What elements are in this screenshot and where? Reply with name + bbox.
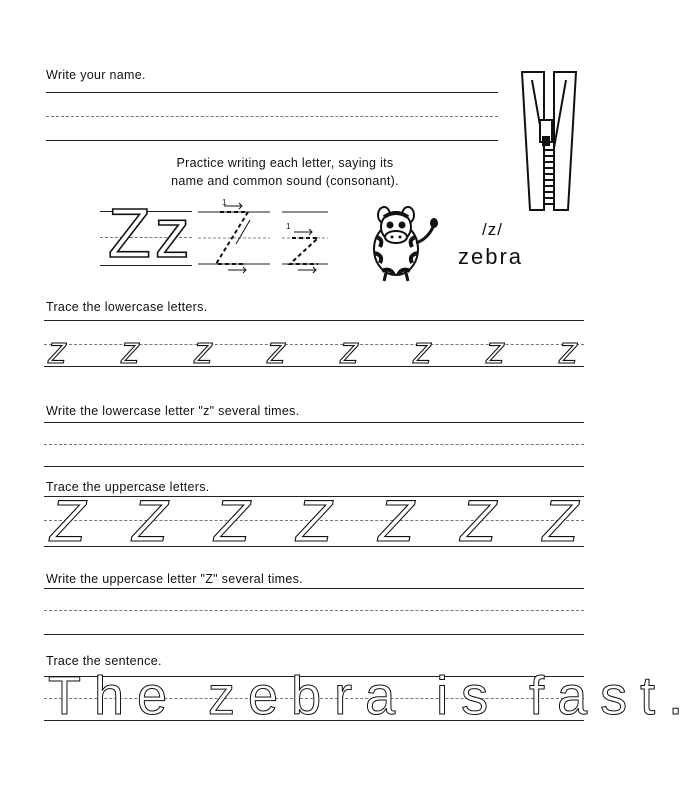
trace-letter[interactable]: Z: [214, 489, 250, 554]
stroke-step-upper: 1: [222, 198, 227, 207]
trace-letter[interactable]: z: [267, 330, 286, 372]
write-upper-base-line[interactable]: [44, 634, 584, 635]
write-upper-top-line: [44, 588, 584, 589]
keyword: zebra: [458, 244, 524, 269]
trace-letter[interactable]: z: [121, 330, 140, 372]
uppercase-trace-row[interactable]: [50, 489, 578, 554]
sentence-trace[interactable]: The zebra is fast.: [48, 666, 696, 726]
stroke-step-lower: 1: [286, 222, 291, 231]
name-prompt: Write your name.: [46, 68, 146, 82]
intro-line-1: Practice writing each letter, saying its: [176, 156, 394, 170]
trace-letter[interactable]: Z: [296, 489, 332, 554]
letter-sound: /z/: [482, 220, 503, 239]
trace-letter[interactable]: z: [48, 330, 67, 372]
trace-letter[interactable]: z: [340, 330, 359, 372]
uppercase-stroke-order: [198, 202, 270, 274]
trace-letter[interactable]: Z: [460, 489, 496, 554]
trace-lowercase-prompt: Trace the lowercase letters.: [46, 300, 208, 314]
name-mid-line: [46, 116, 498, 117]
write-uppercase-prompt: Write the uppercase letter "Z" several times.: [46, 572, 303, 586]
trace-letter[interactable]: z: [194, 330, 213, 372]
trace-uppercase-prompt: Trace the uppercase letters.: [46, 480, 210, 494]
trace-letter[interactable]: Z: [50, 489, 86, 554]
write-upper-mid-line: [44, 610, 584, 611]
trace-letter[interactable]: Z: [542, 489, 578, 554]
zebra-icon: [362, 193, 440, 283]
trace-letter[interactable]: Z: [132, 489, 168, 554]
lowercase-stroke-order: [282, 202, 328, 274]
trace-lower-top-line: [44, 320, 584, 321]
trace-letter[interactable]: z: [559, 330, 578, 372]
write-lower-base-line[interactable]: [44, 466, 584, 467]
trace-letter[interactable]: Z: [378, 489, 414, 554]
intro-line-2: name and common sound (consonant).: [171, 174, 399, 188]
write-lower-mid-line: [44, 444, 584, 445]
write-lowercase-prompt: Write the lowercase letter "z" several times.: [46, 404, 300, 418]
trace-letter[interactable]: z: [486, 330, 505, 372]
zipper-icon: [518, 70, 580, 216]
write-lower-top-line: [44, 422, 584, 423]
trace-letter[interactable]: z: [413, 330, 432, 372]
name-top-line: [46, 92, 498, 93]
trace-sentence-prompt: Trace the sentence.: [46, 654, 162, 668]
name-writing-line[interactable]: [46, 140, 498, 141]
lowercase-trace-row[interactable]: [48, 330, 578, 372]
model-letter-pair: Zz: [108, 194, 194, 272]
